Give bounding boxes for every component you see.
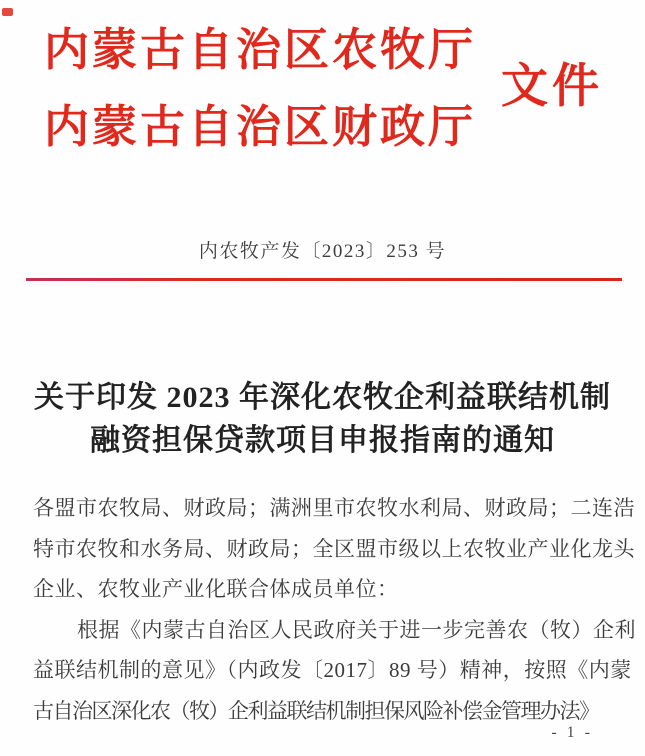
document-title	[0, 376, 645, 462]
document-title-line1: 关于印发 2023 年深化农牧企利益联结机制	[34, 381, 611, 414]
recipients-line: 企业、农牧业产业化联合体成员单位：	[33, 577, 399, 601]
body-paragraph-line: 根据《内蒙古自治区人民政府关于进一步完善农（牧）企利	[77, 617, 636, 642]
body-paragraph-line: 益联结机制的意见》（内政发〔2017〕89 号）精神，按照《内蒙	[33, 658, 632, 682]
issuing-agency-line2: 内蒙古自治区财政厅	[44, 102, 477, 152]
red-header-rule	[26, 278, 622, 281]
page-number: - 1 -	[551, 724, 593, 741]
scan-artifact-mark	[2, 8, 13, 16]
document-title-line2: 融资担保贷款项目申报指南的通知	[90, 424, 555, 457]
issuing-agency-line1: 内蒙古自治区农牧厅	[44, 25, 477, 75]
document-body	[33, 488, 636, 731]
body-paragraph-line: 古自治区深化农（牧）企利益联结机制担保风险补偿金管理办法》	[33, 698, 599, 723]
document-number: 内农牧产发〔2023〕253 号	[198, 241, 447, 262]
recipients-line: 各盟市农牧局、财政局；满洲里市农牧水利局、财政局；二连浩	[33, 496, 635, 520]
recipients-line: 特市农牧和水务局、财政局；全区盟市级以上农牧业产业化龙头	[33, 536, 635, 561]
document-type-label: 文件	[501, 61, 603, 113]
